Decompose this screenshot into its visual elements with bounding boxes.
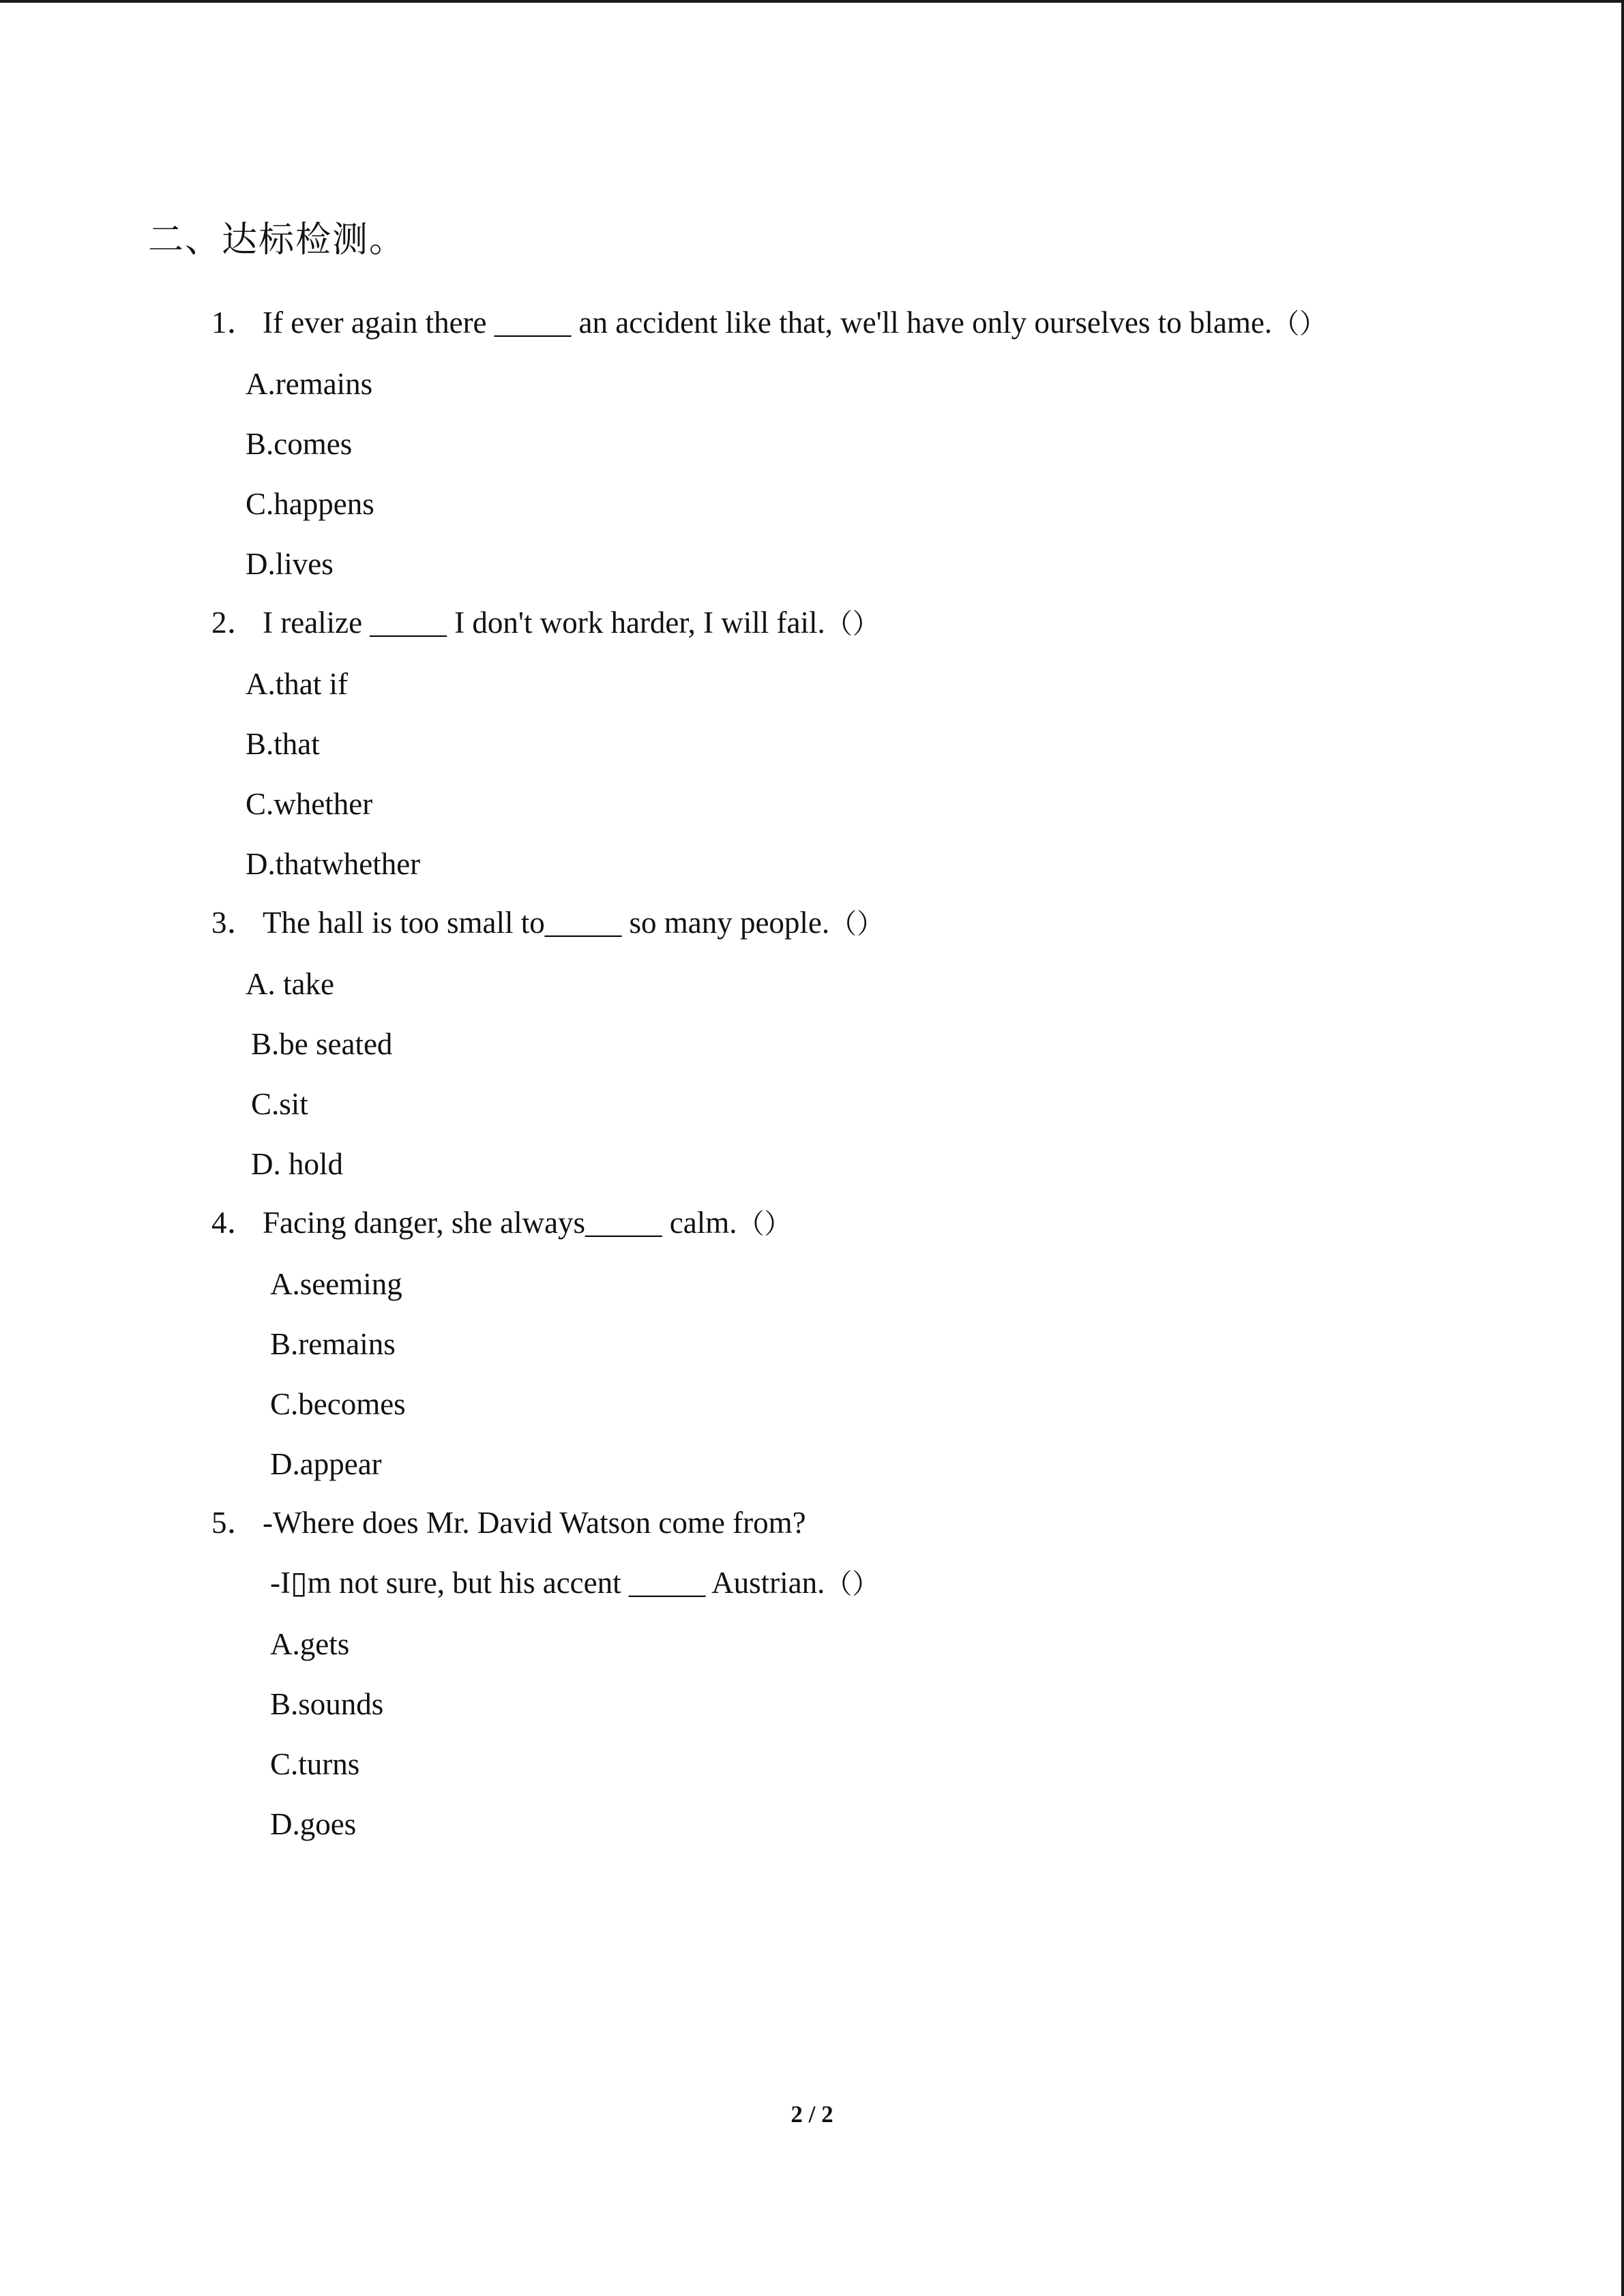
question-4 bbox=[211, 1202, 792, 1244]
answer-parens: （） bbox=[825, 1568, 880, 1600]
question-text: Facing danger, she always_____ calm. bbox=[263, 1206, 737, 1240]
option-1b: B.comes bbox=[246, 427, 353, 461]
top-border bbox=[0, 0, 1624, 3]
answer-parens: （） bbox=[825, 608, 880, 640]
option-3b: B.be seated bbox=[251, 1027, 393, 1061]
question-text: The hall is too small to_____ so many people. bbox=[263, 906, 830, 940]
option-3d: D. hold bbox=[251, 1147, 343, 1181]
option-2d: D.thatwhether bbox=[246, 847, 421, 881]
option-4b: B.remains bbox=[270, 1327, 396, 1361]
question-number: 3． bbox=[211, 906, 258, 940]
question-5-reply bbox=[270, 1562, 879, 1605]
question-5 bbox=[211, 1502, 806, 1543]
question-1 bbox=[211, 302, 1327, 344]
option-3c: C.sit bbox=[251, 1087, 308, 1121]
option-1c: C.happens bbox=[246, 487, 374, 521]
question-3 bbox=[211, 902, 884, 944]
question-text: I realize _____ I don't work harder, I will fail. bbox=[263, 606, 825, 640]
option-4c: C.becomes bbox=[270, 1387, 406, 1421]
option-5a: A.gets bbox=[270, 1627, 350, 1661]
option-1a: A.remains bbox=[246, 367, 373, 401]
answer-parens: （） bbox=[737, 1208, 792, 1240]
answer-parens: （） bbox=[829, 908, 885, 940]
option-4d: D.appear bbox=[270, 1447, 382, 1481]
page-number: 2 / 2 bbox=[791, 2101, 833, 2128]
option-2c: C.whether bbox=[246, 787, 373, 821]
option-2b: B.that bbox=[246, 727, 320, 761]
option-5b: B.sounds bbox=[270, 1687, 384, 1721]
option-2a: A.that if bbox=[246, 667, 348, 701]
answer-parens: （） bbox=[1272, 308, 1327, 340]
section-title: 二、达标检测。 bbox=[148, 220, 407, 260]
question-text: If ever again there _____ an accident like that, we'll have only ourselves to blame. bbox=[263, 305, 1273, 340]
question-2 bbox=[211, 602, 880, 644]
question-number: 1． bbox=[211, 305, 258, 340]
right-border bbox=[1621, 0, 1624, 2296]
option-5d: D.goes bbox=[270, 1807, 357, 1841]
question-number: 5． bbox=[211, 1506, 258, 1540]
question-number: 4． bbox=[211, 1206, 258, 1240]
option-5c: C.turns bbox=[270, 1747, 360, 1781]
option-1d: D.lives bbox=[246, 547, 334, 581]
question-text-reply: -I▯m not sure, but his accent _____ Austrian. bbox=[270, 1566, 825, 1600]
option-4a: A.seeming bbox=[270, 1267, 402, 1301]
question-text: -Where does Mr. David Watson come from? bbox=[263, 1506, 806, 1540]
option-3a: A. take bbox=[246, 967, 334, 1001]
question-number: 2． bbox=[211, 606, 258, 640]
